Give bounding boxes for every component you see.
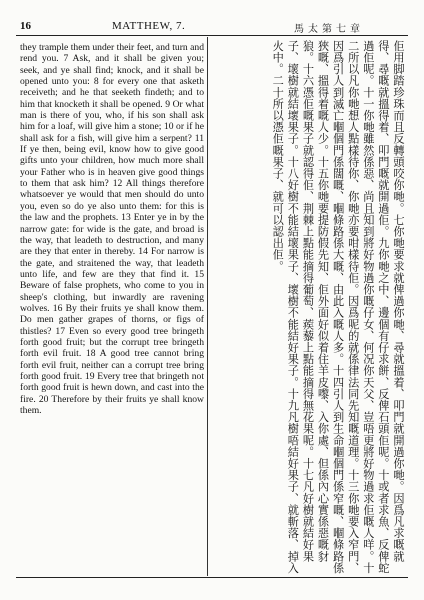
english-text: they trample them under their feet, and turn and rend you. 7 Ask, and it shall be given you; seek, and ye shall find; knock, and it shall be opened unto you: 8 for every one that asketh receiveth; and he that seeketh findeth; and to him that knocketh it shall be opened. 9 Or what man is there of you, who, if his son shall ask him for a loaf, will give him a stone; 10 or if he shall ask for a fish, will give him a serpent? 11 If ye then, being evil, know how to give good gifts unto your children, how much more shall your Father who is in heaven give good things to them that ask him? 12 All things therefore whatsoever ye would that men should do unto you, even so do ye also unto them: for this is the law and the prophets. 13 Enter ye in by the narrow gate: for wide is the gate, and broad is the way, that leadeth to destruction, and many are they that enter in thereby. 14 For narrow is the gate, and straitened the way, that leadeth unto life, and few are they that find it. 15 Beware of false prophets, who come to you in sheep's clothing, but inwardly are ravening wolves. 16 By their fruits ye shall know them. Do men gather grapes of thorns, or figs of thistles? 17 Even so every good tree bringeth forth good fruit; but the corrupt tree bringeth forth evil fruit. 18 A good tree cannot bring forth evil fruit, neither can a corrupt tree bring forth good fruit. 19 Every tree that bringeth not forth good fruit is hewn down, and cast into the fire. 20 Therefore by their fruits ye shall know them. [20, 42, 204, 416]
chinese-text: 佢用脚踏珍珠而且反轉頭咬你哋。七你哋要求就俾過你哋、尋就搵着、叩門就開過你哋。因爲凡求嘅就得、尋嘅就搵得着、叩門嘅就開過佢。九你哋之中、邊個有仔求餅、反俾石頭佢呢。十或者求魚、反俾蛇過佢呢。十一你哋雖然係惡、尚且知到將好物過你嘅仔女、何况你天父、豈唔更將好物過求佢嘅人咩。十二所以凡你哋想人點樣待你、你哋亦要咁樣待佢。因爲呢的就係律法同先知嘅道理。十三你哋要入窄門、因爲引人到滅亡嗰個門係闊嘅、嗰條路係大嘅、由此入嘅人多。十四引人到生命嗰個門係窄嘅、嗰條路係狹嘅、搵得着嘅人少。十五你哋要提防假先知、佢外面好似着住羊皮嚟、入你處、但係內心實係惡嘅豺狼。十六憑佢嘅果子就認得佢、荆棘上點能摘得葡萄、蒺藜上點能摘得無花果呢。十七凡好樹就結好果子、壞樹就結壞果子。十八好樹不能結壞果子、壞樹不能結好果子。十九凡樹唔結好果子、就斬落、掉入火中。二十所以憑佢嘅果子、就可以認出佢。 [271, 40, 405, 574]
page-header [16, 20, 408, 35]
column-divider [207, 37, 208, 576]
header-rule [16, 35, 408, 36]
chinese-column [210, 40, 406, 574]
english-column [20, 42, 204, 574]
chinese-page-title: 馬太第七章 [294, 24, 364, 35]
page-title: MATTHEW, 7. [112, 20, 186, 32]
page-number: 16 [20, 20, 31, 32]
footer-rule [16, 577, 408, 578]
